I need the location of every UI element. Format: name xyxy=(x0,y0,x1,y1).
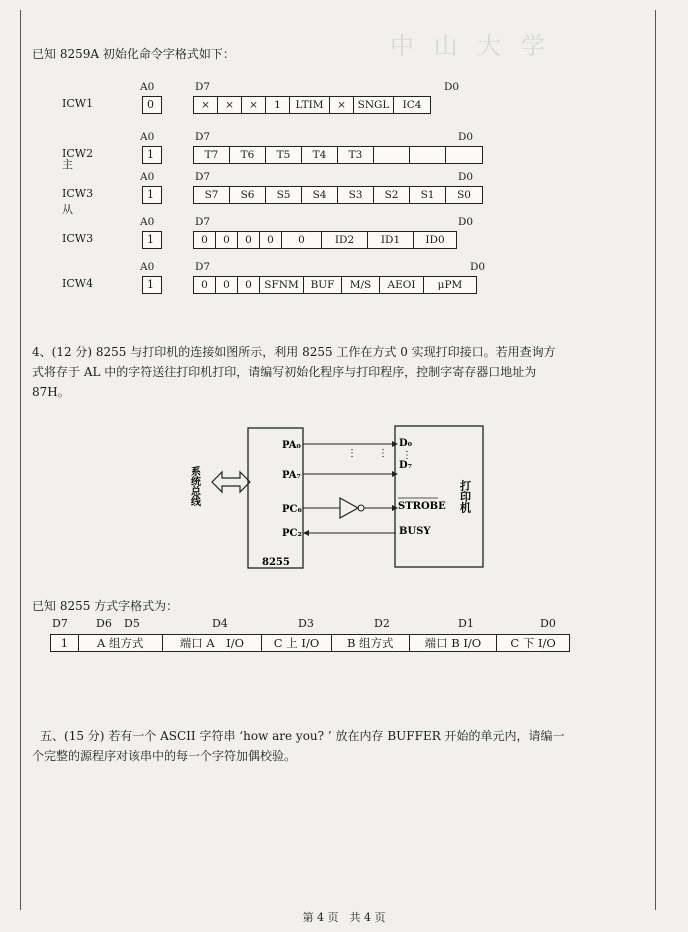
a0-label: A0 xyxy=(140,171,155,183)
icw-bit-cell: 0 xyxy=(238,277,260,293)
icw-bit-cell: BUF xyxy=(304,277,342,293)
icw-bit-cell: S4 xyxy=(302,187,338,203)
mode-bit-label: D5 xyxy=(124,617,140,630)
d7-label: D7 xyxy=(195,261,211,273)
mode-word-cell: 1 xyxy=(51,635,79,651)
pin-strobe: STROBE xyxy=(398,501,446,512)
pin-pc6: PC₆ xyxy=(282,504,302,515)
icw-bit-cell: T3 xyxy=(338,147,374,163)
a0-label: A0 xyxy=(140,261,155,273)
printer-connection-diagram xyxy=(170,418,500,578)
icw-bit-cell: S2 xyxy=(374,187,410,203)
pin-pc2: PC₂ xyxy=(282,528,302,539)
q5-line2: 个完整的源程序对该串中的每一个字符加偶校验。 xyxy=(32,749,297,763)
icw-bit-cell: ID0 xyxy=(425,234,445,246)
arrow-pc2 xyxy=(303,530,309,536)
icw-bit-cell: S5 xyxy=(266,187,302,203)
d7-label: D7 xyxy=(195,171,211,183)
icw-bit-cell: T7 xyxy=(194,147,230,163)
a0-value: 1 xyxy=(142,231,162,249)
pin-busy: BUSY xyxy=(399,526,431,537)
mode-bit-label: D4 xyxy=(212,617,228,630)
icw-bit-cell: μPM xyxy=(437,279,463,291)
printer-label: 打印机 xyxy=(458,480,472,513)
icw-bit-row xyxy=(193,276,477,294)
icw-bit-cell xyxy=(410,147,446,163)
icw-name: ICW3 xyxy=(62,187,94,200)
ellipsis-c: ⋮ xyxy=(402,450,412,461)
page-footer: 第 4 页 共 4 页 xyxy=(302,911,386,924)
icw-bit-cell: × xyxy=(330,97,354,113)
q4-line2: 式将存于 AL 中的字符送往打印机打印，请编写初始化程序与打印程序，控制字寄存器口地址为 xyxy=(32,365,537,379)
a0-label: A0 xyxy=(140,131,155,143)
icw-bit-cell: M/S xyxy=(342,277,380,293)
icw-name: ICW4 xyxy=(62,277,94,290)
icw-bit-cell: T4 xyxy=(302,147,338,163)
icw-bit-cell xyxy=(446,147,482,163)
icw-bit-cell: 0 xyxy=(194,232,216,248)
ellipsis-b: ⋮ xyxy=(378,448,388,459)
icw-bit-cell: T6 xyxy=(230,147,266,163)
q5-text: 、(15 分) 若有一个 ASCII 字符串 ‘how are you? ’ 放在内存 BUFFER 开始的单元内，请编一 xyxy=(52,729,565,743)
icw-bit-cell: SFNM xyxy=(260,277,304,293)
icw-bit-cell: S7 xyxy=(194,187,230,203)
q5-line1 xyxy=(40,727,565,745)
icw-bit-cell: × xyxy=(218,97,242,113)
icw-name-prefix: 主 xyxy=(62,158,73,171)
icw-bit-cell: S0 xyxy=(457,189,471,201)
mode-word-cell: 端口 A I/O xyxy=(163,635,263,651)
icw-bit-cell: 0 xyxy=(216,232,238,248)
a0-label: A0 xyxy=(140,81,155,93)
icw-bit-cell: 0 xyxy=(216,277,238,293)
d0-label: D0 xyxy=(444,81,460,93)
icw-name: ICW1 xyxy=(62,97,94,110)
icw-name-prefix: 从 xyxy=(62,203,73,216)
icw-bit-cell: × xyxy=(242,97,266,113)
d0-label: D0 xyxy=(458,216,474,228)
icw-name: ICW2 xyxy=(62,147,94,160)
mode-word-intro: 已知 8255 方式字格式为： xyxy=(32,599,179,613)
d0-label: D0 xyxy=(458,131,474,143)
pin-d0: D₀ xyxy=(399,438,413,449)
icw-bit-cell: ID1 xyxy=(368,232,414,248)
icw-bit-cell: S3 xyxy=(338,187,374,203)
icw-bit-cell: 0 xyxy=(238,232,260,248)
mode-bit-label: D3 xyxy=(298,617,314,630)
bus-label: 系统总线 xyxy=(188,466,200,506)
mode-word-cell: C 下 I/O xyxy=(510,636,556,650)
icw-bit-row xyxy=(193,186,483,204)
icw-bit-cell: AEOI xyxy=(380,277,424,293)
icw-bit-cell: LTIM xyxy=(290,97,330,113)
mode-bit-label: D6 xyxy=(96,617,112,630)
icw-bit-row xyxy=(193,231,457,249)
q4-line1: 4、(12 分) 8255 与打印机的连接如图所示，利用 8255 工作在方式 0 实现打印接口。若用查询方 xyxy=(32,345,556,359)
icw-bit-row xyxy=(193,146,483,164)
icw-intro: 已知 8259A 初始化命令字格式如下： xyxy=(32,47,235,61)
mode-word-cell: A 组方式 xyxy=(79,635,163,651)
icw-bit-cell: 0 xyxy=(194,277,216,293)
d0-label: D0 xyxy=(470,261,486,273)
d0-label: D0 xyxy=(458,171,474,183)
mode-bit-label: D0 xyxy=(540,617,556,630)
pin-pa7: PA₇ xyxy=(282,470,301,481)
icw-name: ICW3 xyxy=(62,232,94,245)
icw-bit-cell: ID2 xyxy=(322,232,368,248)
icw-bit-cell: 0 xyxy=(260,232,282,248)
icw-bit-cell: 0 xyxy=(282,232,322,248)
icw-bit-cell: × xyxy=(194,97,218,113)
d7-label: D7 xyxy=(195,131,211,143)
icw-bit-cell: SNGL xyxy=(354,97,394,113)
mode-bit-label: D7 xyxy=(52,617,68,630)
a0-value: 1 xyxy=(142,276,162,294)
icw-bit-cell: 1 xyxy=(266,97,290,113)
mode-bit-label: D2 xyxy=(374,617,390,630)
icw-bit-cell: S1 xyxy=(410,187,446,203)
a0-value: 0 xyxy=(142,96,162,114)
a0-label: A0 xyxy=(140,216,155,228)
d7-label: D7 xyxy=(195,216,211,228)
q5-number: 五 xyxy=(40,729,53,743)
bleed-through-text: 中 山 大 学 xyxy=(390,32,551,60)
d7-label: D7 xyxy=(195,81,211,93)
icw-bit-cell: T5 xyxy=(266,147,302,163)
ellipsis-a: ⋮ xyxy=(347,448,357,459)
mode-word-table xyxy=(50,634,570,652)
icw-bit-cell: S6 xyxy=(230,187,266,203)
pin-d7: D₇ xyxy=(399,460,413,471)
a0-value: 1 xyxy=(142,146,162,164)
icw-bit-row xyxy=(193,96,431,114)
mode-word-cell: 端口 B I/O xyxy=(410,635,498,651)
inverter-icon xyxy=(340,498,358,518)
a0-value: 1 xyxy=(142,186,162,204)
mode-bit-label: D1 xyxy=(458,617,474,630)
mode-word-cell: C 上 I/O xyxy=(262,635,332,651)
bus-double-arrow-icon xyxy=(212,472,250,492)
pin-pa0: PA₀ xyxy=(282,440,301,451)
q4-line3: 87H。 xyxy=(32,385,70,399)
chip-label: 8255 xyxy=(262,557,290,568)
icw-bit-cell: IC4 xyxy=(402,99,422,111)
mode-word-cell: B 组方式 xyxy=(332,635,410,651)
icw-bit-cell xyxy=(374,147,410,163)
